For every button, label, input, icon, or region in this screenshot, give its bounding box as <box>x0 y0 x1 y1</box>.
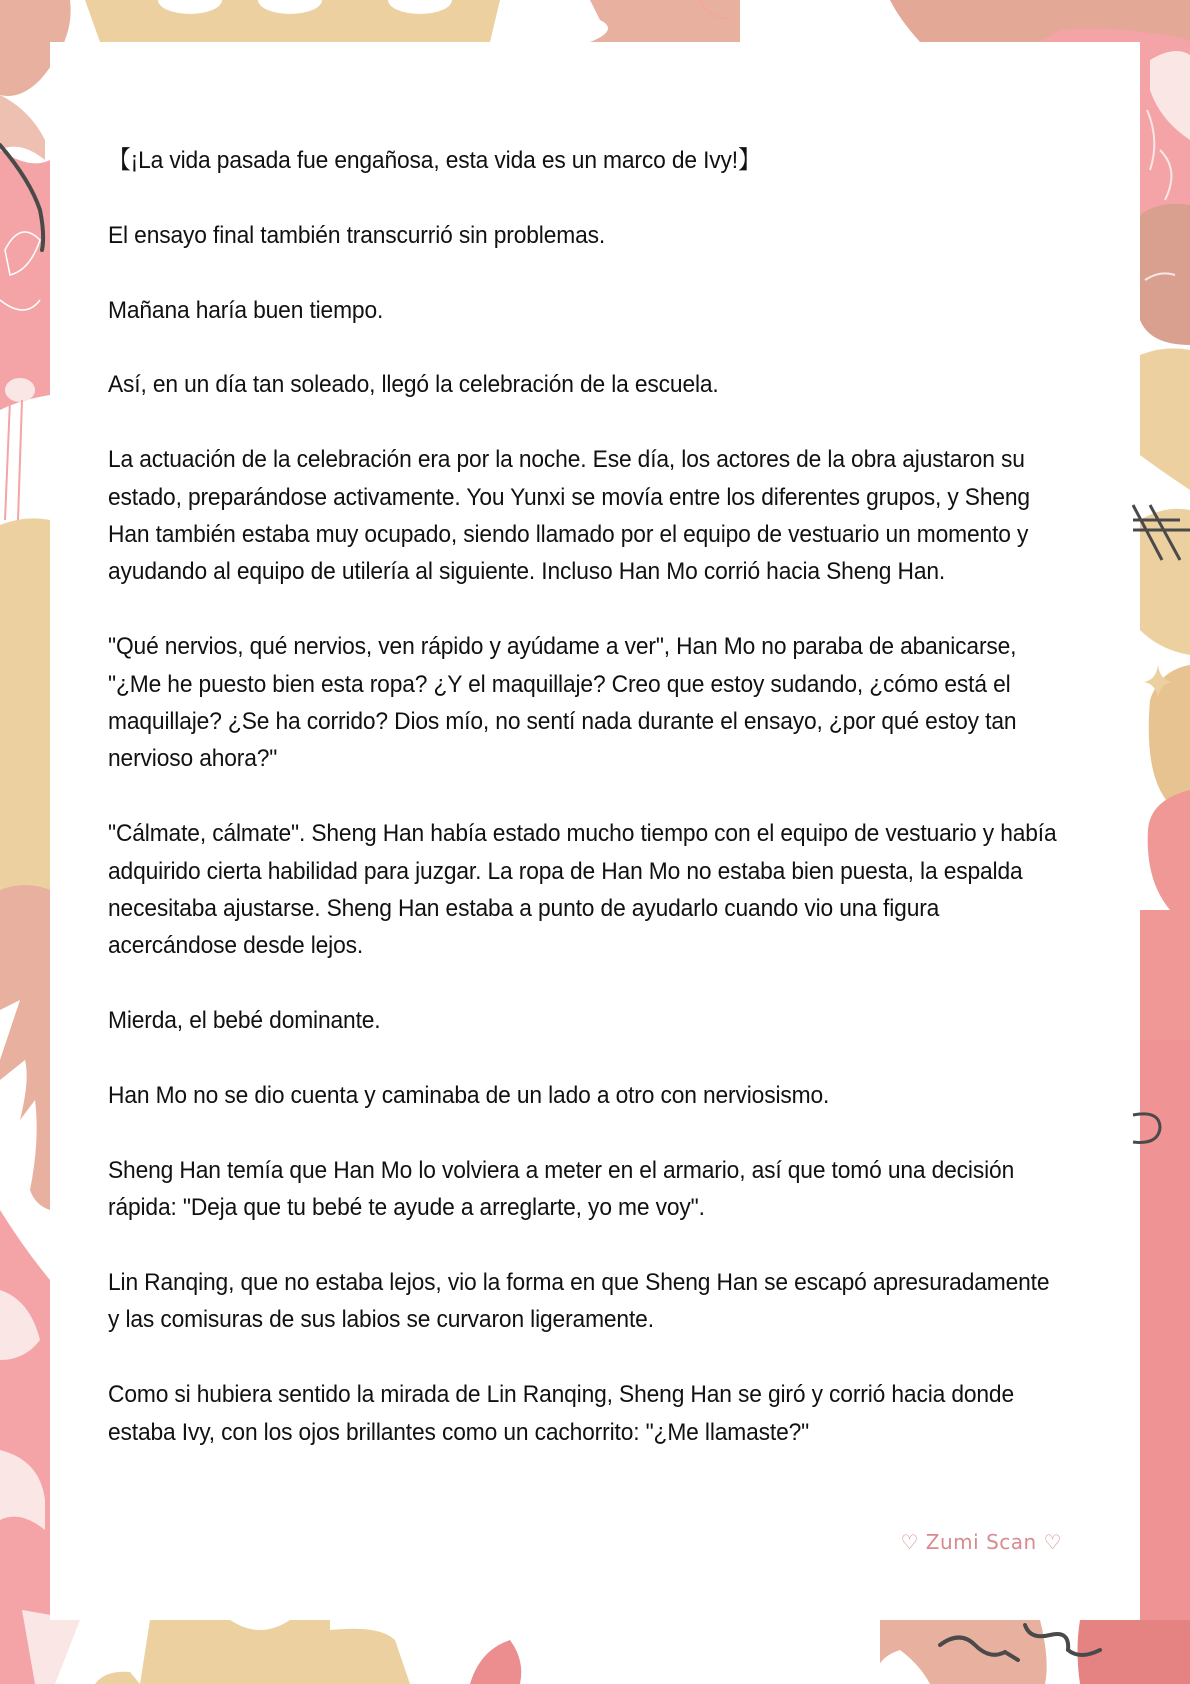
paragraph: Como si hubiera sentido la mirada de Lin Ranqing, Sheng Han se giró y corrió hacia donde estaba Ivy, con los ojos brillantes como un cachorrito: "¿Me llamaste?" <box>108 1381 1015 1446</box>
paragraph: "Qué nervios, qué nervios, ven rápido y ayúdame a ver", Han Mo no paraba de abanicarse, "¿Me he puesto bien esta ropa? ¿Y el maquillaje? Creo que estoy sudando, ¿cómo está el maquillaje? ¿Se ha corrido? Dios mío, no sentí nada durante el ensayo, ¿por qué estoy tan nervioso ahora?" <box>108 633 1017 773</box>
paragraph: Sheng Han temía que Han Mo lo volviera a meter en el armario, así que tomó una decisión rápida: "Deja que tu bebé te ayude a arreglarte, yo me voy". <box>108 1156 1015 1222</box>
paragraph: Lin Ranqing, que no estaba lejos, vio la forma en que Sheng Han se escapó apresuradamente y las comisuras de sus labios se curvaron ligeramente. <box>108 1269 1050 1334</box>
paragraph: Mañana haría buen tiempo. <box>108 296 384 324</box>
paragraph: Así, en un día tan soleado, llegó la celebración de la escuela. <box>108 371 719 399</box>
document-body <box>108 142 1057 1488</box>
paragraph: Han Mo no se dio cuenta y caminaba de un lado a otro con nerviosismo. <box>108 1082 830 1110</box>
paragraph: Mierda, el bebé dominante. <box>108 1007 381 1035</box>
chapter-title: 【¡La vida pasada fue engañosa, esta vida es un marco de Ivy!】 <box>108 147 761 174</box>
paragraph: El ensayo final también transcurrió sin problemas. <box>108 221 606 249</box>
paragraph: La actuación de la celebración era por la noche. Ese día, los actores de la obra ajustaron su estado, preparándose activamente. You Yunxi se movía entre los diferentes grupos, y Sheng Han también estaba muy ocupado, siendo llamado por el equipo de vestuario un momento y ayudando al equipo de utilería al siguiente. Incluso Han Mo corrió hacia Sheng Han. <box>108 446 1030 586</box>
document-page <box>50 42 1140 1620</box>
paragraph: "Cálmate, cálmate". Sheng Han había estado mucho tiempo con el equipo de vestuario y había adquirido cierta habilidad para juzgar. La ropa de Han Mo no estaba bien puesta, la espalda necesitaba ajustarse. Sheng Han estaba a punto de ayudarlo cuando vio una figura acercándose desde lejos. <box>108 820 1057 960</box>
scanlation-watermark: ♡ Zumi Scan ♡ <box>900 1530 1062 1554</box>
